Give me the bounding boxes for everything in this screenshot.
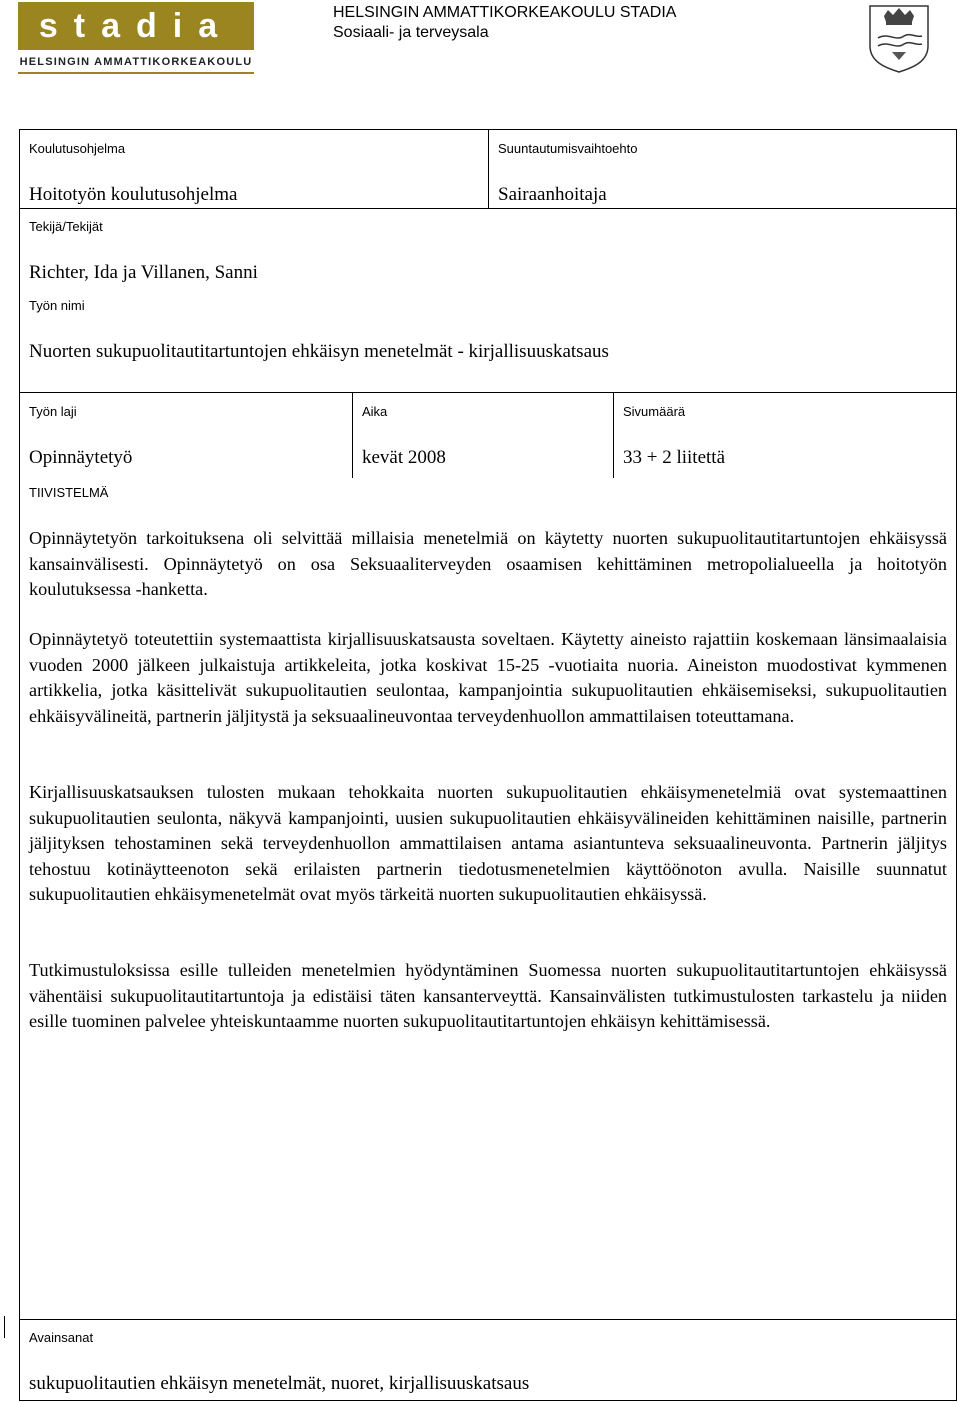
orientation-value: Sairaanhoitaja (498, 184, 607, 205)
program-label: Koulutusohjelma (29, 141, 126, 156)
stadia-logo (18, 2, 254, 74)
title-value: Nuorten sukupuolitautitartuntojen ehkäisyn menetelmät - kirjallisuuskatsaus (29, 341, 609, 362)
pages-value: 33 + 2 liitettä (623, 447, 726, 468)
pages-label: Sivumäärä (623, 404, 686, 419)
divider (19, 392, 957, 393)
text-cursor (4, 1316, 5, 1338)
time-label: Aika (362, 404, 388, 419)
abstract-paragraph: Opinnäytetyö toteutettiin systemaattista kirjallisuuskatsausta soveltaen. Käytetty aineisto rajattiin koskemaan länsimaalaisia vuoden 2000 jälkeen julkaistuja artikkeleita, jotka koskivat 15-25 -vuotiaita nuoria. Aineiston muodostivat kymmenen artikkelia, jotka käsittelivät sukupuolitautien seulontaa, kampanjointia sukupuolitautien ehkäisemiseksi, sukupuolitautien ehkäisyvälineitä, partnerin jäljitystä ja seksuaalineuvontaa terveydenhuollon ammattilaisen toteuttamana. (29, 629, 947, 726)
logo-wordmark: stadia (38, 7, 234, 45)
keywords-label: Avainsanat (29, 1330, 94, 1345)
divider (613, 392, 614, 478)
abstract-label: TIIVISTELMÄ (29, 485, 109, 500)
divider (19, 208, 957, 209)
orientation-label: Suuntautumisvaihtoehto (498, 141, 638, 156)
divider (352, 392, 353, 478)
divider (488, 129, 489, 208)
program-value: Hoitotyön koulutusohjelma (29, 184, 238, 205)
abstract-paragraph: Opinnäytetyön tarkoituksena oli selvittää millaisia menetelmiä on käytetty nuorten sukupuolitautitartuntojen ehkäisyssä kansainvälisesti. Opinnäytetyö on osa Seksuaaliterveyden osaamisen kehittäminen metropolialueella ja hoitotyön koulutuksessa -hanketta. (29, 528, 947, 599)
title-label: Työn nimi (29, 298, 85, 313)
form-frame (19, 129, 957, 1401)
logo-subtitle: HELSINGIN AMMATTIKORKEAKOULU (19, 56, 253, 68)
coat-of-arms-icon (866, 2, 932, 74)
authors-value: Richter, Ida ja Villanen, Sanni (29, 262, 258, 283)
type-value: Opinnäytetyö (29, 447, 133, 468)
abstract-paragraph: Kirjallisuuskatsauksen tulosten mukaan tehokkaita nuorten sukupuolitautien ehkäisymenetelmiä ovat systemaattinen sukupuolitautien seulonta, näkyvä kampanjointi, uusien sukupuolitautien ehkäisyvälineiden kehittäminen naisille, partnerin jäljityksen tehostaminen sekä terveydenhuollon ammattilaisen antama asiantunteva seksuaalineuvonta. Partnerin jäljitys tehostuu kotinäytteenoton sekä erilaisten partnerin tiedotusmenetelmien käyttöönoton avulla. Naisille suunnatut sukupuolitautien ehkäisymenetelmät ovat myös tärkeitä nuorten sukupuolitautien ehkäisyssä. (29, 782, 947, 904)
authors-label: Tekijä/Tekijät (29, 219, 103, 234)
department-name: Sosiaali- ja terveysala (333, 24, 489, 41)
logo-rule (18, 72, 254, 74)
abstract-paragraph: Tutkimustuloksissa esille tulleiden menetelmien hyödyntäminen Suomessa nuorten sukupuolitautitartuntojen ehkäisyssä vähentäisi sukupuolitautitartuntoja ja edistäisi täten kansanterveyttä. Kansainvälisten tutkimustulosten tarkastelu ja niiden esille tuominen palvelee yhteiskuntaamme nuorten sukupuolitautitartuntojen ehkäisyn kehittämisessä. (29, 960, 947, 1031)
divider (19, 1319, 957, 1320)
university-name: HELSINGIN AMMATTIKORKEAKOULU STADIA (333, 4, 677, 21)
type-label: Työn laji (29, 404, 77, 419)
time-value: kevät 2008 (362, 447, 446, 468)
keywords-value: sukupuolitautien ehkäisyn menetelmät, nuoret, kirjallisuuskatsaus (29, 1373, 530, 1394)
